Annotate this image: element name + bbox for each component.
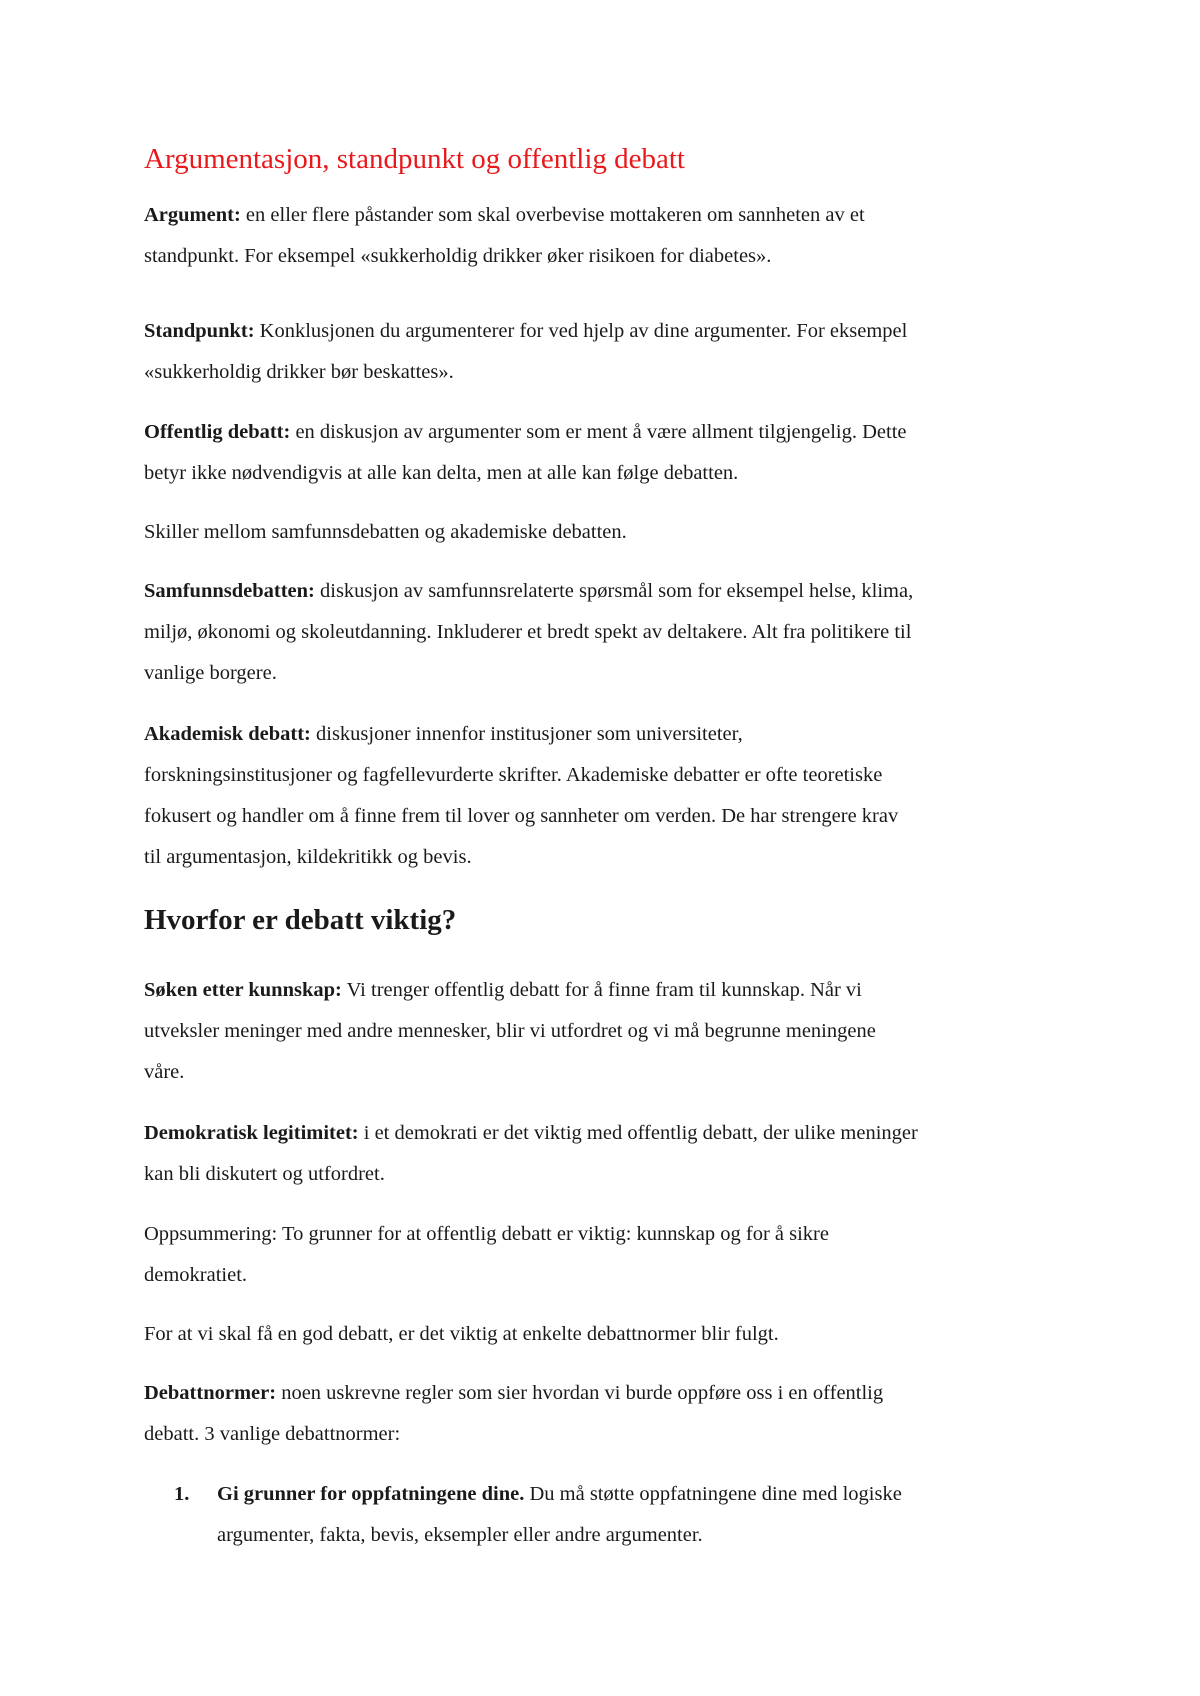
paragraph-demokratisk-legitimitet: Demokratisk legitimitet: i et demokrati er det viktig med offentlig debatt, der ulike meninger kan bli diskutert og utfordret.: [144, 1122, 918, 1185]
section-heading: Hvorfor er debatt viktig?: [144, 904, 457, 936]
term-argument: Argument:: [144, 204, 241, 226]
term-debattnormer: Debattnormer:: [144, 1382, 277, 1404]
list-number: 1.: [174, 1483, 190, 1505]
paragraph-god-debatt: For at vi skal få en god debatt, er det viktig at enkelte debattnormer blir fulgt.: [144, 1323, 779, 1345]
term-offentlig-debatt: Offentlig debatt:: [144, 421, 291, 443]
paragraph-soken-etter-kunnskap: Søken etter kunnskap: Vi trenger offentlig debatt for å finne fram til kunnskap. Når vi utveksler meninger med andre mennesker, blir vi utfordret og vi må begrunne meningene våre.: [144, 979, 876, 1083]
term-samfunnsdebatten: Samfunnsdebatten:: [144, 580, 315, 602]
list-item-term: Gi grunner for oppfatningene dine.: [217, 1483, 525, 1505]
paragraph-oppsummering: Oppsummering: To grunner for at offentlig debatt er viktig: kunnskap og for å sikre demokratiet.: [144, 1223, 829, 1286]
paragraph-debattnormer: Debattnormer: noen uskrevne regler som sier hvordan vi burde oppføre oss i en offentlig debatt. 3 vanlige debattnormer:: [144, 1382, 884, 1445]
paragraph-argument: Argument: en eller flere påstander som skal overbevise mottakeren om sannheten av et standpunkt. For eksempel «sukkerholdig drikker øker risikoen for diabetes».: [144, 204, 865, 267]
term-soken: Søken etter kunnskap:: [144, 979, 342, 1001]
term-demokratisk: Demokratisk legitimitet:: [144, 1122, 359, 1144]
term-standpunkt: Standpunkt:: [144, 320, 255, 342]
list-item-body: Gi grunner for oppfatningene dine. Du må støtte oppfatningene dine med logiske argumenter, fakta, bevis, eksempler eller andre argumenter.: [217, 1483, 902, 1546]
paragraph-standpunkt: Standpunkt: Konklusjonen du argumenterer for ved hjelp av dine argumenter. For eksempel «sukkerholdig drikker bør beskattes».: [144, 320, 908, 383]
paragraph-akademisk-debatt: Akademisk debatt: diskusjoner innenfor institusjoner som universiteter, forskningsinstitusjoner og fagfellevurderte skrifter. Akademiske debatter er ofte teoretiske fokusert og handler om å finne frem til lover og sannheter om verden. De har strengere krav til argumentasjon, kildekritikk og bevis.: [144, 723, 899, 868]
paragraph-samfunnsdebatten: Samfunnsdebatten: diskusjon av samfunnsrelaterte spørsmål som for eksempel helse, klima, miljø, økonomi og skoleutdanning. Inkluderer et bredt spekt av deltakere. Alt fra politikere til vanlige borgere.: [144, 580, 914, 684]
term-akademisk-debatt: Akademisk debatt:: [144, 723, 311, 745]
paragraph-skiller: Skiller mellom samfunnsdebatten og akademiske debatten.: [144, 521, 627, 543]
paragraph-offentlig-debatt: Offentlig debatt: en diskusjon av argumenter som er ment å være allment tilgjengelig. Dette betyr ikke nødvendigvis at alle kan delta, men at alle kan følge debatten.: [144, 421, 907, 484]
document-title: Argumentasjon, standpunkt og offentlig debatt: [144, 143, 685, 175]
